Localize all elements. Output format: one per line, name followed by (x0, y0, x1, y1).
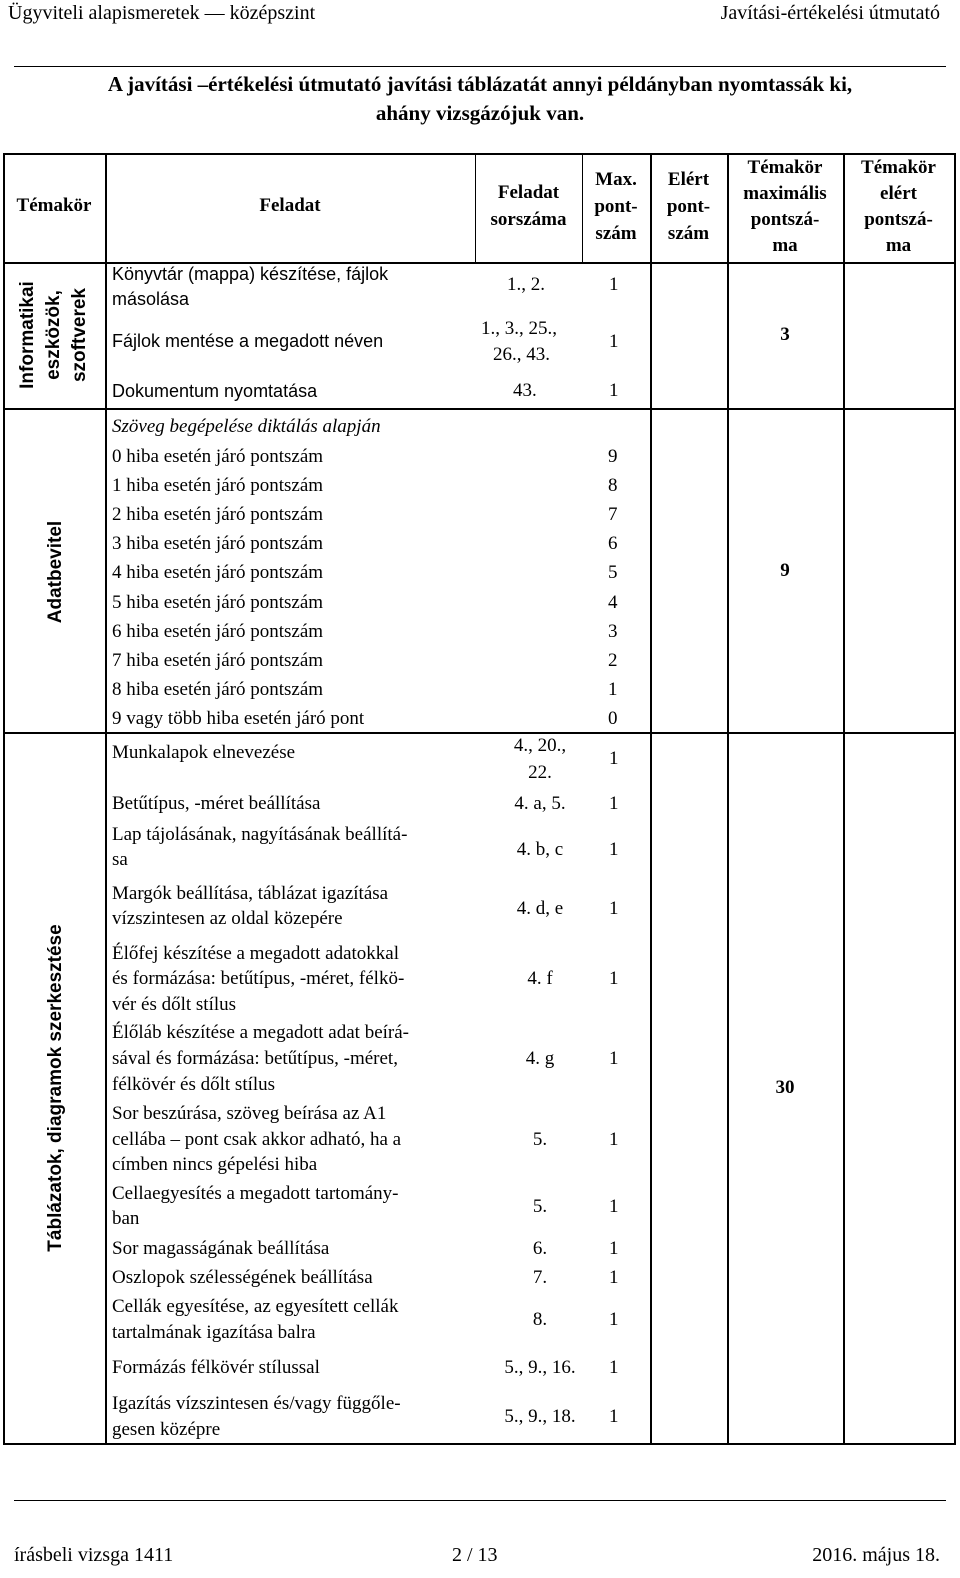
task-text: másolása (112, 289, 190, 309)
score-row-text: 1 hiba esetén járó pontszám (112, 475, 324, 497)
task-number: 5., 9., 18. (504, 1406, 576, 1427)
task-text: Margók beállítása, táblázat igazítása (112, 883, 389, 904)
header-temakor-elert: elért (880, 183, 917, 204)
column-rule (650, 153, 652, 1443)
section-total: 9 (780, 560, 790, 581)
score-row-max: 3 (608, 620, 618, 642)
task-text: Sor beszúrása, szöveg beírása az A1 (112, 1103, 387, 1124)
header-temakor-elert: ma (885, 235, 912, 256)
table-border-right (954, 153, 956, 1445)
section-subtitle: Szöveg begépelése diktálás alapján (112, 416, 381, 437)
score-row-max: 8 (608, 475, 618, 497)
score-row-text: 5 hiba esetén járó pontszám (112, 591, 324, 613)
task-max: 1 (609, 1267, 619, 1288)
task-number: 8. (532, 1309, 548, 1330)
header-feladat: Feladat (259, 195, 321, 216)
task-max: 1 (609, 1406, 619, 1427)
task-text: Dokumentum nyomtatása (112, 381, 318, 401)
score-row-text: 7 hiba esetén járó pontszám (112, 649, 324, 671)
task-number: 26., 43. (493, 344, 550, 365)
task-text: Élőfej készítése a megadott adatokkal (112, 943, 399, 964)
task-number: 5. (532, 1196, 548, 1217)
footer-page: 2 / 13 (452, 1544, 498, 1566)
task-text: Igazítás vízszintesen és/vagy függőle- (112, 1393, 401, 1414)
score-row-text: 0 hiba esetén járó pontszám (112, 446, 324, 467)
score-row-max: 5 (608, 562, 618, 584)
task-number: 43. (513, 380, 537, 401)
task-number: 1., 3., 25., (481, 318, 557, 339)
header-sorszam: Feladat (497, 182, 560, 203)
task-max: 1 (609, 898, 619, 919)
task-text: ban (112, 1208, 140, 1229)
task-text: címben nincs gépelési hiba (112, 1154, 318, 1175)
task-number: 4. d, e (516, 898, 564, 919)
task-max: 1 (609, 380, 619, 401)
header-max: pont- (594, 196, 638, 217)
task-max: 1 (609, 748, 619, 769)
footer-date: 2016. május 18. (812, 1544, 940, 1566)
task-max: 1 (609, 839, 619, 860)
task-number: 4. b, c (516, 839, 564, 860)
task-text: vér és dőlt stílus (112, 994, 237, 1015)
task-number: 5. (532, 1129, 548, 1150)
footer-rule (14, 1500, 946, 1501)
task-text: Cellaegyesítés a megadott tartomány- (112, 1183, 399, 1204)
task-text: és formázása: betűtípus, -méret, félkö- (112, 968, 405, 989)
score-row-text: 6 hiba esetén járó pontszám (112, 620, 324, 642)
footer-left: írásbeli vizsga 1411 (14, 1544, 174, 1566)
task-text: Élőláb készítése a megadott adat beírá- (112, 1022, 410, 1043)
section-name-tablazatok: Táblázatok, diagramok szerkesztése (45, 924, 66, 1252)
score-row-max: 9 (608, 446, 618, 467)
header-temakor-max: Témakör (747, 157, 823, 178)
task-text: gesen középre (112, 1419, 221, 1440)
section-name-informatikai: Informatikai eszközök, szoftverek (17, 281, 90, 389)
score-row-text: 4 hiba esetén járó pontszám (112, 562, 324, 584)
task-number: 7. (532, 1267, 548, 1288)
task-number: 5., 9., 16. (504, 1357, 576, 1378)
table-border-left (3, 153, 5, 1445)
task-text: Oszlopok szélességének beállítása (112, 1267, 373, 1288)
task-text: Könyvtár (mappa) készítése, fájlok (112, 264, 389, 284)
task-max: 1 (609, 1357, 619, 1378)
task-text: sa (112, 849, 128, 870)
task-max: 1 (609, 1309, 619, 1330)
header-left: Ügyviteli alapismeretek — középszint (8, 2, 316, 24)
column-rule (105, 153, 107, 1443)
task-number: 4., 20., (513, 735, 567, 756)
section-name-adatbevitel: Adatbevitel (45, 520, 66, 624)
task-number: 4. a, 5. (514, 793, 566, 814)
score-row-max: 2 (608, 649, 618, 671)
task-text: Fájlok mentése a megadott néven (112, 331, 384, 351)
task-number: 4. g (525, 1048, 555, 1069)
task-text: sával és formázása: betűtípus, -méret, (112, 1048, 398, 1069)
section-rule (3, 408, 954, 410)
score-row-text: 2 hiba esetén járó pontszám (112, 504, 324, 526)
task-number: 1., 2. (507, 274, 545, 295)
score-row-text: 9 vagy több hiba esetén járó pont (112, 707, 365, 729)
header-elert: szám (667, 223, 710, 244)
task-text: Betűtípus, -méret beállítása (112, 793, 321, 814)
score-row-text: 3 hiba esetén járó pontszám (112, 533, 324, 555)
header-sorszam: sorszáma (490, 209, 567, 230)
task-text: Formázás félkövér stílussal (112, 1357, 320, 1378)
task-number: 4. f (527, 968, 553, 989)
task-max: 1 (609, 793, 619, 814)
header-max: szám (595, 223, 637, 244)
task-text: Sor magasságának beállítása (112, 1238, 330, 1259)
task-max: 1 (609, 1048, 619, 1069)
header-rule (14, 66, 946, 67)
header-elert: pont- (666, 196, 711, 217)
task-max: 1 (609, 968, 619, 989)
table-border-bottom (3, 1443, 954, 1445)
task-number: 22. (528, 762, 552, 783)
header-temakor-elert: pontszá- (864, 209, 933, 230)
column-rule (843, 153, 845, 1443)
task-max: 1 (609, 331, 619, 352)
header-temakor-max: ma (772, 235, 798, 256)
score-row-max: 7 (608, 504, 618, 526)
score-row-max: 6 (608, 533, 618, 555)
task-max: 1 (609, 1129, 619, 1150)
task-text: tartalmának igazítása balra (112, 1322, 316, 1343)
intro-text: A javítási –értékelési útmutató javítási táblázatát annyi példányban nyomtassák ki, ahány vizsgázójuk van. (107, 72, 853, 125)
task-max: 1 (609, 1238, 619, 1259)
header-right: Javítási-értékelési útmutató (720, 2, 940, 24)
task-text: Lap tájolásának, nagyításának beállítá- (112, 824, 408, 845)
column-rule (727, 153, 729, 1443)
task-text: cellába – pont csak akkor adható, ha a (112, 1129, 402, 1150)
score-row-max: 0 (608, 707, 618, 729)
header-temakor: Témakör (16, 195, 92, 216)
task-text: Munkalapok elnevezése (112, 742, 296, 763)
score-row-max: 4 (608, 591, 618, 613)
task-text: vízszintesen az oldal közepére (112, 908, 343, 929)
task-text: félkövér és dőlt stílus (112, 1074, 276, 1095)
score-row-text: 8 hiba esetén járó pontszám (112, 678, 324, 700)
task-text: Cellák egyesítése, az egyesített cellák (112, 1296, 399, 1317)
section-total: 30 (775, 1077, 795, 1098)
task-max: 1 (609, 274, 619, 295)
header-temakor-max: pontszá- (750, 209, 820, 230)
section-total: 3 (780, 324, 790, 345)
task-number: 6. (532, 1238, 548, 1259)
header-temakor-elert: Témakör (861, 157, 936, 178)
score-row-max: 1 (608, 678, 618, 700)
task-max: 1 (609, 1196, 619, 1217)
header-max: Max. (595, 169, 637, 190)
header-temakor-max: maximális (743, 183, 827, 204)
header-elert: Elért (667, 169, 710, 190)
